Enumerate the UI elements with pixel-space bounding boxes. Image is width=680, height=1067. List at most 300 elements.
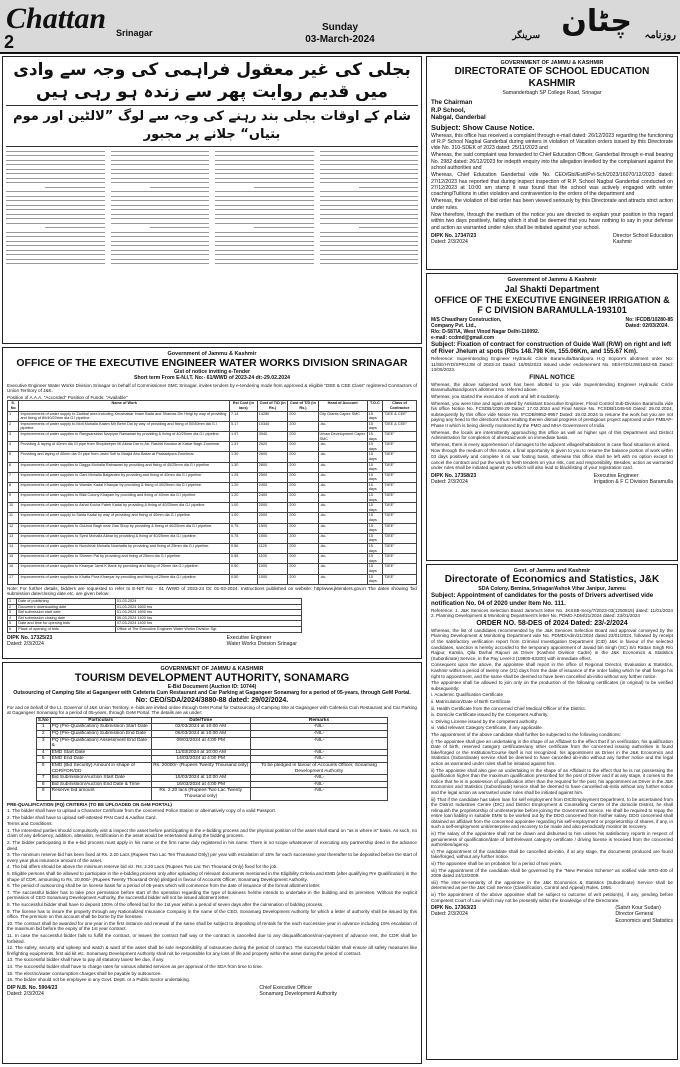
table-cell: 200	[288, 462, 318, 472]
government-label: GOVERNMENT OF JAMMU & KASHMIR	[500, 60, 604, 66]
table-row	[8, 472, 417, 482]
schedule-cell: Bid submission start date	[17, 610, 116, 616]
criteria-list	[7, 808, 417, 983]
addressee-line: M/S Chaudhary Construction,	[431, 317, 502, 323]
table-cell: Reserve bid amount	[50, 788, 151, 800]
table-row	[8, 421, 417, 431]
table-cell: 4	[8, 442, 19, 452]
table-cell: 3	[36, 737, 50, 749]
table-cell: -do-	[318, 503, 367, 513]
table-cell: 15 days	[367, 462, 382, 472]
notice-body	[431, 382, 673, 471]
table-cell: Bid Submission/Auction End Date & Time	[50, 781, 151, 788]
table-cell: 11/03/2024 at 10:00 AM	[151, 749, 250, 756]
text-line	[215, 191, 314, 192]
table-cell: 15 days	[367, 523, 382, 533]
table-header-cell: Class of Contractor	[383, 401, 417, 411]
text-line	[111, 232, 210, 233]
text-line	[6, 178, 105, 179]
table-cell: "DEE"	[383, 533, 417, 543]
text-line	[111, 214, 210, 215]
schedule-cell: 01-03-2024	[115, 598, 301, 604]
schedule-cell: 06-03-2024 1400 hrs	[115, 615, 301, 621]
table-cell: 200	[288, 431, 318, 441]
paragraph: i) The appointee shall give an undertaking in the shape of an Affidavit to the effect that if on verification, his qualification Date of birth, reserved category certificates/any other certificate from the concerned issuing authorities is found fake/forged or the Institution/Course itself is not recognized, his appointment as Driver in the J&K Economics and Statistics (Subordinate) service shall be deemed to have cancelled ab-initio without any further notice and the legal action as warranted under rules shall be initiated against him.	[431, 738, 673, 766]
schedule-cell: Place of opening of bids	[17, 626, 116, 632]
notice-subject: Subject: Fixation of contract for construction of Guide Wall (R/W) on right and left of River Jhelum at spots (RDs 148.798 Km, 155.06Km, and 155.67 Km).	[431, 341, 672, 355]
newspaper-logo-subtitle: Srinagar	[116, 28, 153, 38]
urdu-column	[111, 147, 210, 344]
table-cell: "DEE & CEE"	[383, 411, 417, 421]
table-row	[8, 452, 417, 462]
table-cell: 1500	[257, 533, 288, 543]
text-line	[111, 200, 210, 201]
table-cell: 0.75	[230, 533, 258, 543]
paragraph: vii) The appointment of the candidate shall be governed by the "New Pension Scheme" as notified vide SRO-400 of 2009 dated 24/12/2009.	[431, 867, 673, 879]
text-line	[215, 182, 314, 183]
schedule-cell: 5	[8, 621, 17, 627]
text-line	[320, 169, 419, 170]
table-row	[36, 775, 388, 782]
schedule-cell: 6	[8, 626, 17, 632]
text-line	[6, 155, 105, 156]
addressee-block	[431, 317, 673, 341]
text-line	[320, 209, 419, 210]
signatory-office: Sonamarg Development Authority	[259, 990, 337, 997]
table-header-cell: T.O.C	[367, 401, 382, 411]
paragraph: ii) The appointee shall also give an undertaking in the shape of an Affidavit to the effect that he is not possessing the qualification higher than the maximum qualification prescribed for the post of Driver and if at any stage, it comes to the notice that he is in possession of qualification other than the required for the post, his appointment as Driver in the J&K Economics and Statistics (Subordinate) service shall be deemed to have cancelled ab-initio without any further notice and the legal action as warranted under rules shall be initiated against him.	[431, 767, 673, 795]
text-line	[6, 254, 105, 255]
table-cell: 2400	[257, 482, 288, 492]
urdu-news-article	[2, 56, 422, 344]
text-line	[215, 173, 314, 174]
table-header-cell: Particulars	[50, 717, 151, 724]
table-cell: 15 days	[367, 452, 382, 462]
text-line	[320, 245, 419, 246]
table-cell: "DEE"	[383, 513, 417, 523]
table-row	[8, 431, 417, 441]
addressee-line: The Chairman	[431, 99, 473, 107]
table-cell: 2620	[257, 442, 288, 452]
schedule-cell: 2	[8, 604, 17, 610]
order-body	[431, 628, 673, 903]
table-cell: "DEE"	[383, 452, 417, 462]
table-row	[36, 724, 388, 731]
table-cell: 2000	[257, 513, 288, 523]
table-cell: 2000	[257, 503, 288, 513]
table-cell: Improvements of water supplies to Ashai Kocha Fateh Kadal by providing & fixing of 40/25mm dia G.I pipeline.	[19, 503, 230, 513]
text-line	[6, 214, 105, 215]
table-cell: Providing & laying of 40mm dia GI pipe from Shopkeeper Mi Akbar Dar to Ab. Rashid Kandoo at Kabar Bagh Zoonimar	[19, 442, 230, 452]
signature-block	[431, 233, 673, 245]
table-cell: 200	[288, 493, 318, 503]
table-cell: "DEE"	[383, 442, 417, 452]
table-cell: 15	[8, 554, 19, 564]
table-cell: 0.50	[230, 564, 258, 574]
table-cell: Improvements of water supplies to Gulzool Bagh near Gas Shop by providing & fixing of 40/25mm dia G.I pipeline.	[19, 523, 230, 533]
text-line	[320, 191, 419, 192]
table-cell: 200	[288, 472, 318, 482]
table-header-cell: Cost of T/D (in Rs.)	[257, 401, 288, 411]
table-cell: 0.50	[230, 574, 258, 584]
text-line	[215, 160, 314, 161]
paragraph: i. Academic Qualification Certificate	[431, 692, 503, 698]
table-cell: Improvements of water supplies to Wander Kadal Khanyar by providing & fixing of 40/25mm dia G.I pipeline.	[19, 482, 230, 492]
text-line	[6, 250, 105, 251]
text-line	[111, 254, 210, 255]
table-cell: 200	[288, 503, 318, 513]
signatory: Executive Engineer	[226, 634, 272, 641]
table-cell: "DEE"	[383, 482, 417, 492]
text-line	[215, 151, 314, 152]
criteria-item: 9. The license has to insure the property through any Nationalized Insurance Company in the name of the CEO, Sonamarg Development Authority for which a letter of authority shall be issued by this office. The premium on this account shall be borne by the licensee.	[7, 908, 417, 920]
table-cell: "DEE & CEE"	[383, 421, 417, 431]
table-cell: City Grants Capex SMC	[318, 411, 367, 421]
notice-position: Position of A.A.A. "Accorded" Position of Funds: "Available"	[7, 394, 128, 400]
table-cell: 15 days	[367, 574, 382, 584]
paragraph: Whereas, you were time and again asked by Assistant Executive Engineer, Flood Control Sub-Division Baramulla vide his office Notice No. FCSDB/1028-29 Dated: 17.02.2024 and Final Notice No. FCSDB/1045-50 Dated: 29.02.2024, subsequently by this office vide Notice No. IFCDB/9952-9957 Dated: 19.02.2024 to resume the work but you are not paying any heed to the directions thus resulting therein dismal progress of prestigious project approved under FMBAP-Phase II which is being directly monitored by the PMO and MHA Government of India.	[431, 400, 673, 428]
table-cell: 15 days	[367, 544, 382, 554]
table-cell: Improvements of water supply to Zadibal area including Khushalsar Imam Bada and Shamas Din Heigi by way of providing and fixing of 80/40/20mm dia G.I pipeline.	[19, 411, 230, 421]
table-row	[8, 564, 417, 574]
table-row	[36, 788, 388, 800]
table-cell: 1000	[257, 574, 288, 584]
table-cell: 15 days	[367, 493, 382, 503]
criteria-item: 2. The bidder participating in the e-bid process must apply in his name or the firm name duly registered in his name. There is no scope whatsoever of executing any partnership deed in the advance deed.	[7, 840, 417, 851]
schedule-cell: 07-03-2024 1400 hrs	[115, 621, 301, 627]
table-cell: -do-	[318, 421, 367, 431]
text-line	[6, 200, 105, 201]
government-label: Govt. of Jammu and Kashmir	[513, 568, 591, 574]
paragraph: Whereas, the list of candidates recommended by the J&K Services Selection Board and approval conveyed by the Planning Development & Monitoring Department vide No. PDMD/Adm/21/2024 dated 23/01/2024, followed by receipt of the satisfactory verification report from Criminal Investigation Department (CID) J&K in favour of the selected candidates, sanction is hereby accorded to the temporary appointment of Javaid bin Singh (SC) S/o Rattan Singh R/o Rajpur, Kamila, Qila Darhal Rajouri as Driver (Kashmir Division Cadre) in the J&K Economics & Statistics (Subordinate) Service, in the Pay Level-2 (19900-63200) with immediate effect.	[431, 627, 673, 661]
table-cell: -do-	[318, 523, 367, 533]
table-cell: 200	[288, 442, 318, 452]
table-cell: -do-	[318, 472, 367, 482]
table-cell: -NIL-	[250, 737, 388, 749]
text-line	[150, 187, 209, 188]
table-cell: 200	[288, 421, 318, 431]
water-works-tender-notice	[2, 347, 422, 659]
table-cell: 5	[8, 452, 19, 462]
table-cell: -do-	[318, 482, 367, 492]
criteria-item: 12. The safety, security and upkeep and watch & ward of the asset shall be sole responsibility of outsourcee during the period of contract. The successful bidder shall ensure all safety measures like firefighting equipments, first aid kit etc. Sonamarg Development Authority shall not be responsible for any loss of life and property within the asset during the period of contract.	[7, 945, 417, 956]
criteria-item: 1. The bidder shall have to upload a Character Certificate from the concerned Police Station or alternatively copy of a valid Passport.	[7, 808, 277, 814]
text-line	[6, 232, 105, 233]
addressee-line: Company Pvt. Ltd.,	[431, 323, 477, 329]
text-line	[215, 164, 314, 165]
text-line	[111, 196, 210, 197]
table-cell: -NIL-	[250, 724, 388, 731]
text-line	[6, 173, 105, 174]
table-row	[8, 554, 417, 564]
urdu-logo-subtitle: سرینگر	[512, 30, 540, 40]
paragraph: viii) The inter-se-seniority of the appointee in the J&K Economics & Statistics (Subordinate) Service shall be determined as per the J&K Civil Service (Classification, Control and Appeal) Rules, 1956.	[431, 879, 673, 891]
table-cell: 06/03/2024 at 10:00 AM	[151, 730, 250, 737]
text-line	[111, 205, 210, 206]
addressee-line: R.P School,	[431, 106, 466, 114]
text-line	[320, 178, 419, 179]
table-cell: 200	[288, 523, 318, 533]
notice-number: Short term From E-N.I.T. No:- 61/WWD of 2023-24 dt:-29.02.2024	[134, 375, 290, 382]
table-row	[8, 574, 417, 584]
table-cell: 1.31	[230, 442, 258, 452]
school-education-notice	[426, 56, 678, 270]
text-line	[254, 187, 313, 188]
notice-date: Dated: 2/3/2024	[431, 239, 468, 246]
schedule-cell: Date of publishing	[17, 598, 116, 604]
text-line	[111, 169, 210, 170]
criteria-item: 8. The successful bidder shall have to deposit 100% of the offered bid for the 1st year within a period of seven days after the culmination of bidding process.	[7, 902, 324, 907]
text-line	[320, 160, 419, 161]
schedule-cell: 3	[8, 610, 17, 616]
table-cell: PQ (Pre-Qualification) Submission End Date	[50, 730, 151, 737]
table-header-cell: S. No	[8, 401, 19, 411]
text-line	[6, 191, 105, 192]
table-cell: 14	[8, 544, 19, 554]
table-cell: Improvements of water supplies to Syed Mohalla Akbar by providing & fixing of 40/25mm dia G.I pipeline.	[19, 533, 230, 543]
table-row	[36, 781, 388, 788]
text-line	[215, 232, 314, 233]
notice-subject: Subject: Show Cause Notice.	[431, 122, 535, 132]
table-cell: "DEE"	[383, 523, 417, 533]
text-line	[320, 196, 419, 197]
table-cell: "DEE"	[383, 564, 417, 574]
table-cell: 1.30	[230, 462, 258, 472]
criteria-item: Terms and Conditions:	[7, 821, 53, 827]
table-cell: 6	[36, 762, 50, 774]
paragraph: Whereas, the said complaint was forwarded to Chief Education Officer, Ganderbal through e-mail bearing No. 2982 dated: 26/12/2023 for indepth enquiry into the allegation levelled by the complainant against the school authorities and	[431, 152, 673, 171]
schedule-cell: Date and time for opening bids	[17, 621, 116, 627]
table-cell: -NIL-	[250, 749, 388, 756]
table-cell: 200	[288, 411, 318, 421]
signatory: Chief Executive Officer	[259, 984, 313, 991]
text-line	[215, 236, 314, 237]
text-line	[320, 232, 419, 233]
table-cell: "DEE"	[383, 472, 417, 482]
text-line	[320, 259, 419, 260]
criteria-item: 7. The successful bidder has to take prior permission before start of the operation regarding the type of business he/she intends to undertake in the building and its premises. Without the explicit permission of CEO Sonamarg Development Authority, the successful bidder will not be issued allotment letter.	[7, 889, 417, 901]
table-cell: -NIL-	[250, 788, 388, 800]
paragraph: Whereas, the locals are intermittently approaching this office as well as higher ups of this Department and District Administration for completion of aforesaid work on immediate basis.	[431, 429, 673, 441]
table-cell: 2400	[257, 493, 288, 503]
text-line	[320, 263, 419, 264]
table-cell: 10340	[257, 421, 288, 431]
text-line	[359, 227, 418, 228]
table-cell: Improvements of water supplies to Khanyar Jamil K Bank by providing and fixing of 25mm dia G.I pipeline.	[19, 564, 230, 574]
table-cell: "DEE"	[383, 574, 417, 584]
table-cell: 200	[288, 554, 318, 564]
notice-reference: Reference: Superintending Engineer Hydraulic Circle Baramulla/Bandipora H.Q Sopore's allotment order No: 11/SE/HYD/SPR/JJW of 2023-24 Dated: 15/05/2023 issued under endorsement No. SE/HYD/JJW/1662-65 Dated: 13/05/2023.	[431, 356, 673, 373]
paragraph: ix) The appointment of the above appointee shall be subject to outcome of writ petition(s), if any, pending before Competent Court of Law which may not be presently within the knowledge of the Directorate.	[431, 892, 673, 903]
signatory-office: Kashmir	[613, 239, 633, 246]
government-label: Government of Jammu & Kashmir	[167, 351, 257, 357]
text-line	[6, 209, 105, 210]
table-cell: "DEE"	[383, 544, 417, 554]
table-header-cell: Est Cost (in lacs)	[230, 401, 258, 411]
paragraph: ii. Matriculation/Date of Birth Certificate	[431, 699, 511, 705]
table-cell: 09/03/2024 at 4:00 PM	[151, 737, 250, 749]
dateline	[250, 22, 430, 46]
urdu-column	[320, 147, 419, 344]
urdu-logo: چٹان	[561, 4, 632, 39]
table-cell: 9	[36, 788, 50, 800]
table-row	[8, 493, 417, 503]
paragraph: iv) The salary of the appointee shall not be drawn and disbursed to him unless his satisfactory reports in respect of genuineness of qualification/date of birth/relevant category certificate / driving license is received from the concerned authorities/agency.	[431, 831, 673, 848]
table-cell: -do-	[318, 554, 367, 564]
table-cell: 0.55	[230, 554, 258, 564]
text-line	[215, 169, 314, 170]
office-title: OFFICE OF THE EXECUTIVE ENGINEER WATER WORKS DIVISION SRINAGAR	[16, 357, 408, 369]
urdu-headline: بجلی کی غیر معقول فراہمی کی وجہ سے وادی میں قدیم روایت پھر سے زندہ ہو رہی ہیں	[6, 57, 418, 106]
notice-note: Note: For further details, bidders are requested to refer to E-NIT No: - 61 /WWD of 2023-24 Dt: 01-03-2024. Instructions published on website: http/www.jktenders.gov.in The dates showing 'bid submission date/closing date etc. are given below:	[7, 585, 417, 597]
criteria-item: 2. The bidder shall have to upload self-attested PAN Card & Aadhar Card.	[7, 814, 157, 820]
criteria-item: 11. In case the successful bidder fails to fulfill the contract, or leaves the contract half way or the contract is cancelled due to any disqualifications/non-payment of advance rent, the CDR shall be forfeited.	[7, 932, 417, 944]
notice-date: Dated: 02/03/2024.	[625, 323, 669, 329]
signatory: Executive Engineer	[593, 472, 639, 479]
notice-number: No: IFCDB/10280-85	[625, 317, 673, 323]
addressee-line: R/o: D-587/A, West Vinod Nagar Delhi-110092.	[431, 329, 540, 335]
table-cell: 5	[36, 756, 50, 763]
table-cell: 4	[36, 749, 50, 756]
table-cell: 6	[8, 462, 19, 472]
schedule-cell: Office of The Executive Engineer Water Works Division Sgr.	[115, 626, 301, 632]
table-cell: Improvements of water supply to Saida Kadal by way of providing and fixing of 40mm dia G.I pipeline.	[19, 513, 230, 523]
text-line	[6, 263, 105, 264]
order-number: ORDER NO. 58-DES of 2024 Dated: 23/-2/2024	[476, 619, 628, 627]
table-cell: 9	[8, 493, 19, 503]
table-cell: 1120	[257, 544, 288, 554]
table-cell: -do-	[318, 564, 367, 574]
signatory-office: Economics and Statistics	[615, 917, 673, 924]
text-line	[111, 241, 210, 242]
table-cell: 1.97	[230, 431, 258, 441]
economics-statistics-order	[426, 564, 678, 1060]
table-cell: 1.00	[230, 503, 258, 513]
table-row	[8, 462, 417, 472]
table-row	[36, 762, 388, 774]
dateline-day: Sunday	[321, 22, 359, 33]
table-cell: Rs. 20000/- (Rupees Twenty Thousand only)	[151, 762, 250, 774]
table-row	[36, 749, 388, 756]
criteria-item: 3. The minimum reserve bid has been fixed at Rs. 2.20 Lacs (Rupees Two Lac Ten Thousand Only) per year with escalation of 15% for each successive year thereafter to be deposited before the start of every year plus insurance amount of the asset.	[7, 852, 417, 863]
schedule-table	[7, 598, 302, 633]
table-cell: Improvements of water supplies to Rangsarsidan Narpiyar Rainawari by providing & fixing of 40/25mm dia G.I pipeline.	[19, 431, 230, 441]
signature-block	[431, 473, 673, 485]
table-cell: EMD (Bid Security) Amount in shape of CDR/FDR/DD	[50, 762, 151, 774]
table-cell: 15 days	[367, 472, 382, 482]
table-cell: 1.00	[230, 513, 258, 523]
paragraph: iv. Domicile Certificate issued by the Competent Authority.	[431, 712, 549, 718]
table-cell: 11	[8, 513, 19, 523]
text-line	[6, 223, 105, 224]
table-cell: 5.17	[230, 421, 258, 431]
signature-block	[7, 985, 417, 997]
government-label: Government of Jammu & Kashmir	[507, 277, 597, 283]
text-line	[320, 250, 419, 251]
masthead	[0, 0, 680, 54]
text-line	[320, 200, 419, 201]
table-cell: 15/03/2024 at 10:00 AM	[151, 775, 250, 782]
urdu-body-text	[6, 147, 418, 344]
notice-intro: For and on behalf of the Lt. Governor of J&K Union Territory, e -bids are invited online through GeM Portal for Outsourcing of Camping Site at Gagangeer with Cafeteria Cum Restaurant and Car Parking at Gagangeer Sonamarg for a period of 05-years, through GeM Portal. The details are as under:	[7, 704, 417, 716]
works-table	[7, 400, 417, 584]
text-line	[111, 178, 210, 179]
table-cell: 1500	[257, 523, 288, 533]
table-cell: Improvements of water supplies to Dagga Mohalla Rainawari by providing and fixing of 40/25mm dia G.I pipeline.	[19, 462, 230, 472]
table-header-cell: S.No	[37, 717, 49, 723]
table-cell: EMD Start Date	[50, 749, 151, 756]
text-line	[111, 250, 210, 251]
table-cell: 8	[8, 482, 19, 492]
table-cell: 15 days	[367, 513, 382, 523]
text-line	[320, 164, 419, 165]
table-cell: Providing and laying of 40mm dia GI pipe from Javid Sofi to Masjid Abu Bakar at Padsadpora Zoonimar.	[19, 452, 230, 462]
paragraph: Whereas, Chief Education Ganderbal vide No. CEO/Gbl/Estt/Pvt-Sch/2023/16070/12/2023 dated: 27/12/2023 has reported that during inspect inspection of R.P. School Nagbal Ganderbal conducted on 27/12/2023 at 10:00 am stamp it was found that the school was actively engaged with winter coaching/Tuitions in utter violation and contravention to the orders of the department and	[431, 172, 673, 198]
table-cell: -do-	[318, 462, 367, 472]
table-cell: 14280	[257, 411, 288, 421]
table-row	[8, 503, 417, 513]
newspaper-logo: Chattan	[6, 2, 107, 35]
table-cell: "DEE"	[383, 503, 417, 513]
text-line	[320, 241, 419, 242]
criteria-item: 15. The electric/water consumption charges shall be payable by outsourcee.	[7, 970, 162, 976]
text-line	[215, 250, 314, 251]
table-cell: -do-	[318, 493, 367, 503]
text-line	[215, 218, 314, 219]
text-line	[111, 155, 210, 156]
dateline-date: 03-March-2024	[305, 34, 375, 45]
urdu-column	[6, 147, 105, 344]
table-cell: 1.20	[230, 482, 258, 492]
table-cell: Improvements of water supplies to Gani Mohalla Balgarden by providing and fixing of 40mm dia G.I pipeline.	[19, 472, 230, 482]
table-cell: "DEE"	[383, 554, 417, 564]
notice-date: Dated: 2/3/2024	[431, 478, 468, 485]
addressee-line: e-mail: ccdmd@gmail.com	[431, 335, 495, 341]
table-cell: 15 days	[367, 421, 382, 431]
criteria-item: 1. The interested parties should compulsorily visit & inspect the asset before participating in the e-bidding process and the physical position of the asset shall stand on "as is where is" basis. As such, no claim of any deficiency, addition, alteration, rectification in the asset would be entertained during the bidding process.	[7, 827, 417, 839]
table-cell: 15 days	[367, 442, 382, 452]
table-cell: -do-	[318, 544, 367, 554]
table-header-cell: Cost of T/D (in Rs.)	[288, 401, 318, 411]
table-cell: 200	[288, 482, 318, 492]
table-cell: 200	[288, 564, 318, 574]
table-cell: EMD End Date	[50, 756, 151, 763]
government-label: GOVERNMENT OF JAMMU & KASHMIR	[160, 666, 264, 672]
table-header-cell: Name of Work	[19, 401, 230, 411]
table-cell: 10	[8, 503, 19, 513]
table-cell: 12	[8, 523, 19, 533]
notice-number: No: CEO/SDA/2024/3880-88 dated: 29/02/2024.	[135, 696, 289, 704]
text-line	[215, 178, 314, 179]
notice-date: Dated: 2/3/2024	[7, 640, 44, 647]
dipk-number: DIPK No. 17325/23	[7, 634, 53, 641]
department-title: Jal Shakti Department	[504, 284, 600, 294]
table-row	[36, 756, 388, 763]
table-row	[36, 737, 388, 749]
text-line	[6, 196, 105, 197]
criteria-heading: PRE-QUALIFICATION (PQ) CRITERIA (TO BE UPLOADED ON GeM PORTAL)	[7, 801, 172, 807]
text-line	[111, 263, 210, 264]
table-header-cell: Remarks	[250, 717, 388, 724]
text-line	[320, 236, 419, 237]
table-cell: Improvements of water supplies to Khatta Pora Khanyar by providing and fixing of 25mm dia G.I pipeline.	[19, 574, 230, 584]
table-cell: "DEE"	[383, 493, 417, 503]
table-row	[8, 533, 417, 543]
notice-date: Dated: 2/3/2024	[431, 911, 468, 918]
notice-subject: Subject: Appointment of candidates for the posts of Drivers advertised vide notification No. 04 of 2020 under Item No. 111.	[431, 592, 654, 607]
text-line	[6, 259, 105, 260]
paragraph: vi) The appointee shall be on probation for a period of two years.	[431, 861, 563, 867]
